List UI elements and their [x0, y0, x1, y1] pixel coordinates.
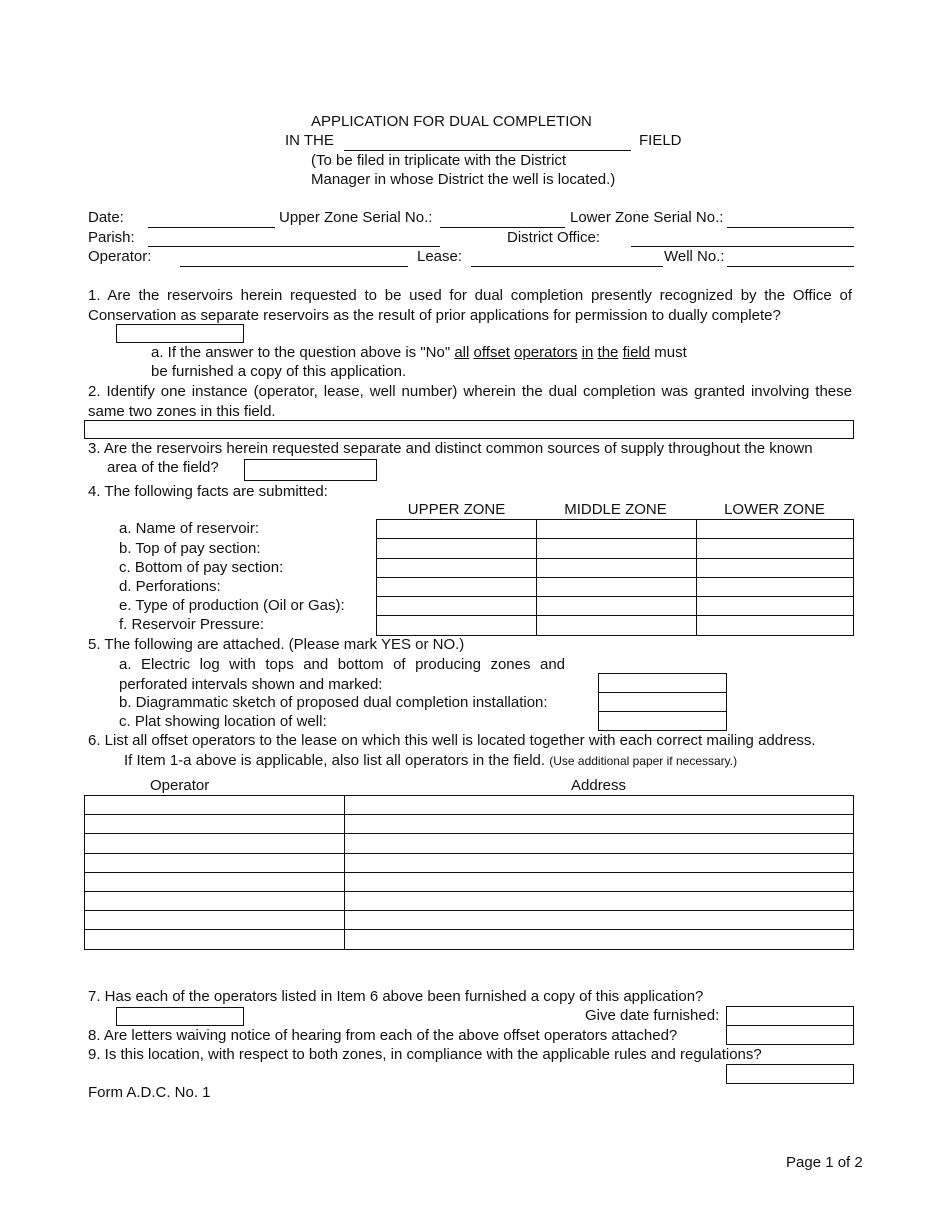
- plat-yes-no-box[interactable]: [598, 711, 727, 731]
- address-cell[interactable]: [345, 815, 854, 834]
- question-3-line-2: area of the field?: [107, 459, 219, 476]
- question-8-answer-box[interactable]: [726, 1025, 854, 1045]
- question-1a-line-2: be furnished a copy of this application.: [151, 363, 407, 380]
- question-8-text: 8. Are letters waiving notice of hearing from each of the above offset operators attached?: [88, 1027, 678, 1044]
- date-furnished-box[interactable]: [726, 1006, 854, 1026]
- lease-label: Lease:: [417, 248, 463, 265]
- district-office-input[interactable]: [631, 246, 854, 247]
- electric-log-yes-no-box[interactable]: [598, 673, 727, 693]
- question-3-answer-box[interactable]: [244, 459, 377, 481]
- question-1a-word: operators: [514, 344, 578, 361]
- question-1a-word: the: [597, 344, 619, 361]
- reservoir-name-label: a. Name of reservoir:: [119, 520, 260, 537]
- question-1a-word: all: [454, 344, 470, 361]
- in-the-label: IN THE: [285, 132, 334, 149]
- operator-cell[interactable]: [85, 930, 345, 949]
- lower-zone-header: LOWER ZONE: [724, 501, 825, 518]
- operator-cell[interactable]: [85, 815, 345, 834]
- perforations-label: d. Perforations:: [119, 578, 221, 595]
- question-1a-prefix: a. If the answer to the question above is "No": [151, 344, 451, 361]
- question-1a-must: must: [654, 344, 687, 361]
- production-type-label: e. Type of production (Oil or Gas):: [119, 597, 345, 614]
- middle-zone-header: MIDDLE ZONE: [564, 501, 667, 518]
- operator-cell[interactable]: [85, 911, 345, 930]
- zone-cell[interactable]: [697, 539, 854, 558]
- district-office-label: District Office:: [507, 229, 601, 246]
- give-date-label: Give date furnished:: [585, 1007, 720, 1024]
- sketch-yes-no-box[interactable]: [598, 692, 727, 712]
- question-6-line-2-note: (Use additional paper if necessary.): [549, 754, 738, 768]
- field-name-input[interactable]: [344, 150, 631, 151]
- question-5-text: 5. The following are attached. (Please mark YES or NO.): [88, 636, 465, 653]
- question-4-text: 4. The following facts are submitted:: [88, 483, 328, 500]
- address-cell[interactable]: [345, 911, 854, 930]
- date-label: Date:: [88, 209, 124, 226]
- bottom-of-pay-label: c. Bottom of pay section:: [119, 559, 284, 576]
- address-cell[interactable]: [345, 834, 854, 853]
- question-7-answer-box[interactable]: [116, 1007, 244, 1026]
- zone-cell[interactable]: [377, 520, 537, 539]
- question-6-line-1: 6. List all offset operators to the lease on which this well is located together with each correct mailing address.: [88, 732, 816, 749]
- lower-zone-serial-label: Lower Zone Serial No.:: [570, 209, 724, 226]
- zone-cell[interactable]: [377, 597, 537, 616]
- question-9-text: 9. Is this location, with respect to both zones, in compliance with the applicable rules and regulations?: [88, 1046, 762, 1063]
- address-cell[interactable]: [345, 796, 854, 815]
- question-5a-text: a. Electric log with tops and bottom of producing zones and perforated intervals shown and marked:: [119, 656, 565, 693]
- zone-cell[interactable]: [697, 616, 854, 635]
- question-6-line-2: [124, 752, 737, 770]
- zone-cell[interactable]: [537, 597, 697, 616]
- lease-input[interactable]: [471, 266, 663, 267]
- parish-input[interactable]: [148, 246, 440, 247]
- field-label: FIELD: [639, 132, 682, 149]
- operator-cell[interactable]: [85, 872, 345, 891]
- operator-input[interactable]: [180, 266, 408, 267]
- well-no-input[interactable]: [727, 266, 854, 267]
- question-5b-text: b. Diagrammatic sketch of proposed dual completion installation:: [119, 694, 548, 711]
- upper-zone-header: UPPER ZONE: [407, 501, 506, 518]
- zone-cell[interactable]: [697, 520, 854, 539]
- question-1-answer-box[interactable]: [116, 324, 244, 343]
- upper-zone-serial-label: Upper Zone Serial No.:: [279, 209, 433, 226]
- reservoir-pressure-label: f. Reservoir Pressure:: [119, 616, 265, 633]
- address-cell[interactable]: [345, 891, 854, 910]
- parish-label: Parish:: [88, 229, 135, 246]
- operator-label: Operator:: [88, 248, 152, 265]
- zone-cell[interactable]: [377, 539, 537, 558]
- question-1a-word: in: [581, 344, 594, 361]
- zone-cell[interactable]: [537, 558, 697, 577]
- address-column-header: Address: [571, 777, 627, 794]
- form-title: APPLICATION FOR DUAL COMPLETION: [311, 113, 592, 130]
- zone-cell[interactable]: [697, 577, 854, 596]
- operator-cell[interactable]: [85, 891, 345, 910]
- operator-cell[interactable]: [85, 834, 345, 853]
- zone-cell[interactable]: [377, 558, 537, 577]
- question-1a-line-1: [151, 344, 687, 362]
- zone-cell[interactable]: [537, 520, 697, 539]
- zone-cell[interactable]: [537, 577, 697, 596]
- question-9-answer-box[interactable]: [726, 1064, 854, 1084]
- zone-cell[interactable]: [537, 539, 697, 558]
- question-1a-word: offset: [473, 344, 510, 361]
- lower-zone-serial-input[interactable]: [727, 227, 854, 228]
- question-1a-word: field: [622, 344, 651, 361]
- zone-cell[interactable]: [377, 616, 537, 635]
- form-number: Form A.D.C. No. 1: [88, 1084, 211, 1101]
- filing-note-line-2: Manager in whose District the well is located.): [311, 171, 616, 188]
- offset-operators-table: [84, 795, 854, 950]
- date-input[interactable]: [148, 227, 275, 228]
- operator-column-header: Operator: [150, 777, 210, 794]
- operator-cell[interactable]: [85, 796, 345, 815]
- address-cell[interactable]: [345, 872, 854, 891]
- filing-note-line-1: (To be filed in triplicate with the District: [311, 152, 567, 169]
- question-6-line-2-main: If Item 1-a above is applicable, also list all operators in the field.: [124, 752, 546, 769]
- operator-cell[interactable]: [85, 853, 345, 872]
- question-2-text: 2. Identify one instance (operator, lease, well number) wherein the dual completion was granted involving these same two zones in this field.: [88, 383, 852, 420]
- upper-zone-serial-input[interactable]: [440, 227, 565, 228]
- well-no-label: Well No.:: [664, 248, 725, 265]
- question-7-text: 7. Has each of the operators listed in Item 6 above been furnished a copy of this application?: [88, 988, 704, 1005]
- address-cell[interactable]: [345, 930, 854, 949]
- question-3-line-1: 3. Are the reservoirs herein requested separate and distinct common sources of supply throughout the known: [88, 440, 813, 457]
- address-cell[interactable]: [345, 853, 854, 872]
- question-5c-text: c. Plat showing location of well:: [119, 713, 327, 730]
- zone-facts-table: [376, 519, 854, 636]
- top-of-pay-label: b. Top of pay section:: [119, 540, 261, 557]
- zone-cell[interactable]: [377, 577, 537, 596]
- zone-cell[interactable]: [537, 616, 697, 635]
- question-1-text: 1. Are the reservoirs herein requested to be used for dual completion presently recognized by the Office of Conservation as separate reservoirs as the result of prior applications for permission to dually complete?: [88, 287, 852, 324]
- question-2-answer-box[interactable]: [84, 420, 854, 439]
- zone-cell[interactable]: [697, 597, 854, 616]
- page-number: Page 1 of 2: [786, 1154, 863, 1171]
- zone-cell[interactable]: [697, 558, 854, 577]
